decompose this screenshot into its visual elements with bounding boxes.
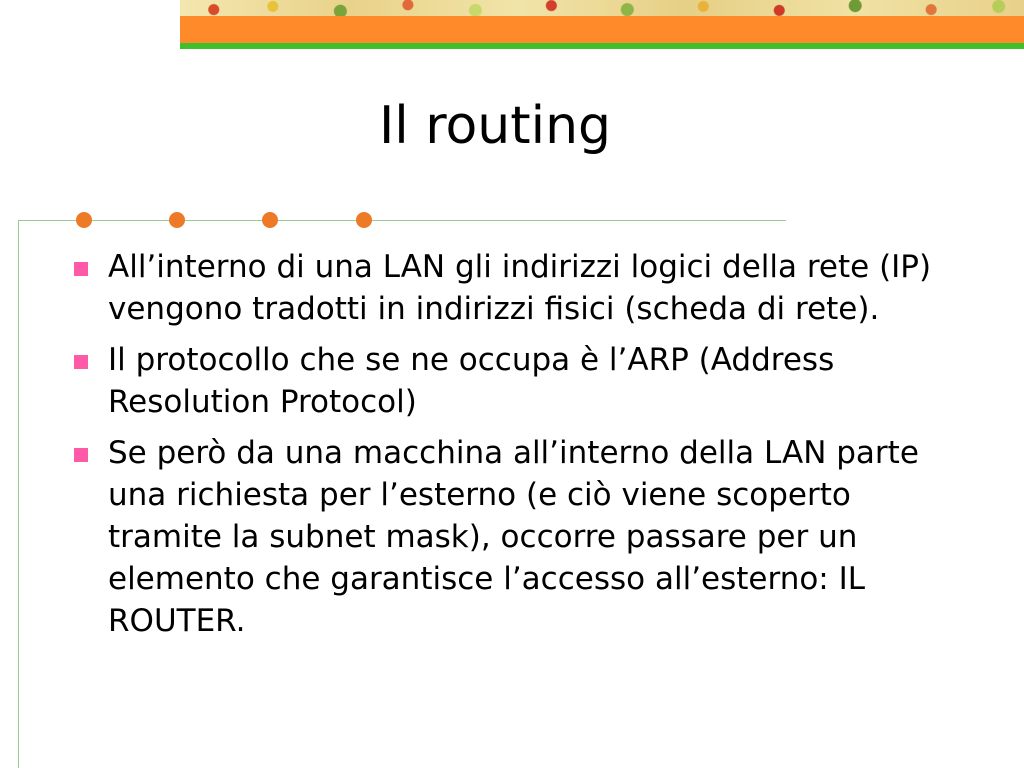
divider-dot [76, 212, 92, 228]
horizontal-divider [18, 220, 786, 221]
vertical-divider [18, 220, 19, 768]
divider-dot [262, 212, 278, 228]
banner-photo-strip [180, 0, 1024, 16]
bullet-text: All’interno di una LAN gli indirizzi logici della rete (IP) vengono tradotti in indirizzi fisici (scheda di rete). [108, 249, 932, 327]
square-bullet-icon [74, 355, 88, 369]
square-bullet-icon [74, 448, 88, 462]
slide-title-container [0, 96, 990, 156]
banner-orange-bar [180, 16, 1024, 43]
slide-title: Il routing [378, 96, 612, 156]
bullet-item [70, 246, 950, 330]
divider-dot [356, 212, 372, 228]
bullet-text: Se però da una macchina all’interno della LAN parte una richiesta per l’esterno (e ciò viene scoperto tramite la subnet mask), occorre passare per un elemento che garantisce l’accesso all’esterno: IL ROUTER. [108, 435, 919, 639]
bullet-item [70, 432, 950, 642]
divider-dot [169, 212, 185, 228]
banner-green-bar [180, 43, 1024, 49]
bullet-text: Il protocollo che se ne occupa è l’ARP (Address Resolution Protocol) [108, 342, 835, 420]
bullet-list [70, 246, 950, 651]
square-bullet-icon [74, 262, 88, 276]
bullet-item [70, 339, 950, 423]
